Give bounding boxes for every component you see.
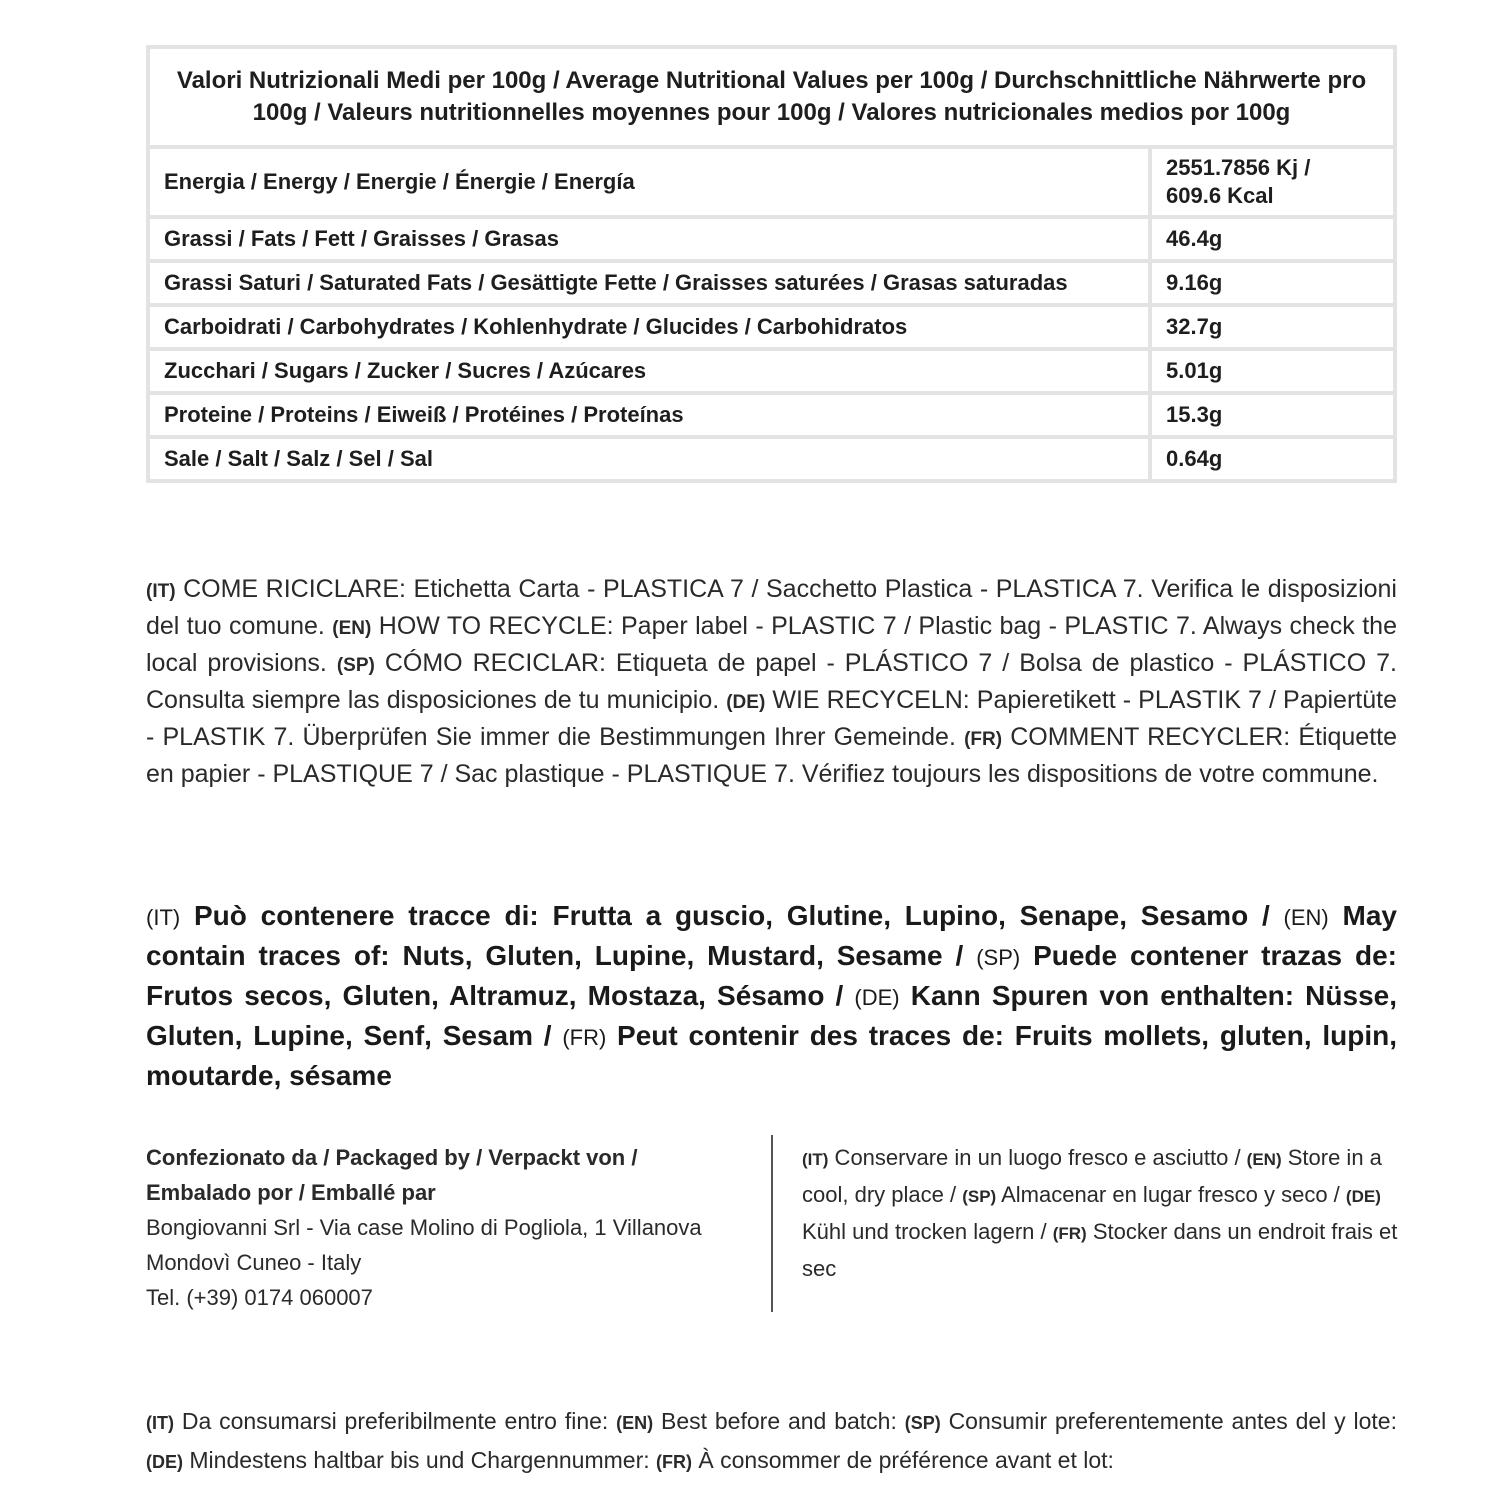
lang-tag: (IT) <box>146 905 181 930</box>
best-before-text: Best before and batch: <box>653 1408 905 1434</box>
packager-title-line2: Embalado por / Emballé par <box>146 1180 436 1205</box>
table-row <box>148 349 1395 393</box>
recycling-text: COME RICICLARE: Etichetta Carta - PLASTICA 7 / Sacchetto Plastica - PLASTICA 7. Verifica le disposizioni del tuo comune. <box>146 575 1397 640</box>
best-before-text: Consumir preferentemente antes del y lote: <box>940 1408 1397 1434</box>
table-row <box>148 147 1395 217</box>
packager-phone: Tel. (+39) 0174 060007 <box>146 1285 373 1310</box>
lang-tag: (FR) <box>562 1025 607 1050</box>
recycling-text: COMMENT RECYCLER: Étiquette en papier - PLASTIQUE 7 / Sac plastique - PLASTIQUE 7. Vérifiez toujours les dispositions de votre commune. <box>146 723 1398 788</box>
packager-info <box>146 1140 756 1315</box>
nutrient-label: Grassi Saturi / Saturated Fats / Gesättigte Fette / Graisses saturées / Grasas saturadas <box>148 261 1150 305</box>
nutrient-value-energy <box>1150 147 1395 217</box>
nutrient-value: 5.01g <box>1150 349 1395 393</box>
table-row <box>148 217 1395 261</box>
storage-text: Conservare in un luogo fresco e asciutto / <box>828 1145 1247 1170</box>
storage-text: Kühl und trocken lagern / <box>802 1219 1053 1244</box>
allergen-text: Kann Spuren von enthalten: Nüsse, Gluten, Lupine, Senf, Sesam / <box>146 980 1398 1051</box>
best-before-text: À consommer de préférence avant et lot: <box>692 1447 1114 1473</box>
nutrient-value: 0.64g <box>1150 437 1395 481</box>
nutrition-table-header: Valori Nutrizionali Medi per 100g / Average Nutritional Values per 100g / Durchschnittliche Nährwerte pro 100g / Valeurs nutritionnelles moyennes pour 100g / Valores nutricionales medios por 100g <box>148 47 1395 147</box>
lang-tag: (DE) <box>854 985 900 1010</box>
recycling-text: CÓMO RECICLAR: Etiqueta de papel - PLÁSTICO 7 / Bolsa de plastico - PLÁSTICO 7. Consulta siempre las disposiciones de tu municipio. <box>146 649 1397 714</box>
allergen-text: May contain traces of: Nuts, Gluten, Lupine, Mustard, Sesame / <box>146 900 1397 971</box>
table-row <box>148 437 1395 481</box>
nutrient-label: Grassi / Fats / Fett / Graisses / Grasas <box>148 217 1150 261</box>
recycling-text: WIE RECYCELN: Papieretikett - PLASTIK 7 / Papiertüte - PLASTIK 7. Überprüfen Sie immer die Bestimmungen Ihrer Gemeinde. <box>146 686 1397 751</box>
lang-tag: (SP) <box>904 1413 941 1433</box>
table-row <box>148 261 1395 305</box>
lang-tag: (EN) <box>1246 1150 1282 1169</box>
lang-tag: (FR) <box>964 729 1003 750</box>
lang-tag: (IT) <box>802 1150 829 1169</box>
allergen-text: Puede contener trazas de: Frutos secos, Gluten, Altramuz, Mostaza, Sésamo / <box>146 940 1397 1011</box>
nutrient-label: Sale / Salt / Salz / Sel / Sal <box>148 437 1150 481</box>
nutrient-value: 46.4g <box>1150 217 1395 261</box>
energy-kcal: 609.6 Kcal <box>1166 183 1274 208</box>
energy-kj: 2551.7856 Kj / <box>1166 155 1311 180</box>
lang-tag: (EN) <box>616 1413 654 1433</box>
nutrition-table <box>146 45 1397 483</box>
allergen-warning <box>146 897 1397 1095</box>
lang-tag: (EN) <box>1283 905 1329 930</box>
table-row <box>148 393 1395 437</box>
allergen-text: Peut contenir des traces de: Fruits mollets, gluten, lupin, moutarde, sésame <box>146 1020 1398 1091</box>
table-row <box>148 305 1395 349</box>
packager-address-line1: Bongiovanni Srl - Via case Molino di Pogliola, 1 Villanova <box>146 1215 702 1240</box>
nutrient-label: Proteine / Proteins / Eiweiß / Protéines / Proteínas <box>148 393 1150 437</box>
storage-instructions <box>802 1140 1398 1286</box>
nutrient-label: Zucchari / Sugars / Zucker / Sucres / Azúcares <box>148 349 1150 393</box>
lang-tag: (SP) <box>976 945 1021 970</box>
nutrient-value: 32.7g <box>1150 305 1395 349</box>
lang-tag: (IT) <box>146 1413 174 1433</box>
best-before-text: Mindestens haltbar bis und Chargennummer: <box>183 1447 657 1473</box>
nutrient-label: Carboidrati / Carbohydrates / Kohlenhydrate / Glucides / Carbohidratos <box>148 305 1150 349</box>
storage-text: Store in a cool, dry place / <box>802 1145 1382 1207</box>
lang-tag: (DE) <box>726 692 766 713</box>
packager-address-line2: Mondovì Cuneo - Italy <box>146 1250 362 1275</box>
lang-tag: (DE) <box>146 1452 183 1472</box>
lang-tag: (FR) <box>1052 1224 1087 1243</box>
lang-tag: (IT) <box>146 581 176 602</box>
recycling-instructions <box>146 572 1397 791</box>
lang-tag: (DE) <box>1345 1187 1381 1206</box>
storage-text: Almacenar en lugar fresco y seco / <box>996 1182 1346 1207</box>
nutrient-value: 9.16g <box>1150 261 1395 305</box>
packager-title-line1: Confezionato da / Packaged by / Verpackt von / <box>146 1145 638 1170</box>
best-before-text: Da consumarsi preferibilmente entro fine: <box>173 1408 617 1434</box>
lang-tag: (EN) <box>332 618 372 639</box>
column-divider <box>771 1135 773 1312</box>
lang-tag: (SP) <box>336 655 375 676</box>
nutrient-value: 15.3g <box>1150 393 1395 437</box>
best-before-info <box>146 1403 1397 1481</box>
lang-tag: (FR) <box>656 1452 693 1472</box>
storage-text: Stocker dans un endroit frais et sec <box>802 1219 1398 1281</box>
recycling-text: HOW TO RECYCLE: Paper label - PLASTIC 7 / Plastic bag - PLASTIC 7. Always check the local provisions. <box>146 612 1397 677</box>
allergen-text: Può contenere tracce di: Frutta a guscio, Glutine, Lupino, Senape, Sesamo / <box>180 900 1284 931</box>
nutrient-label-energy: Energia / Energy / Energie / Énergie / Energía <box>148 147 1150 217</box>
lang-tag: (SP) <box>962 1187 997 1206</box>
